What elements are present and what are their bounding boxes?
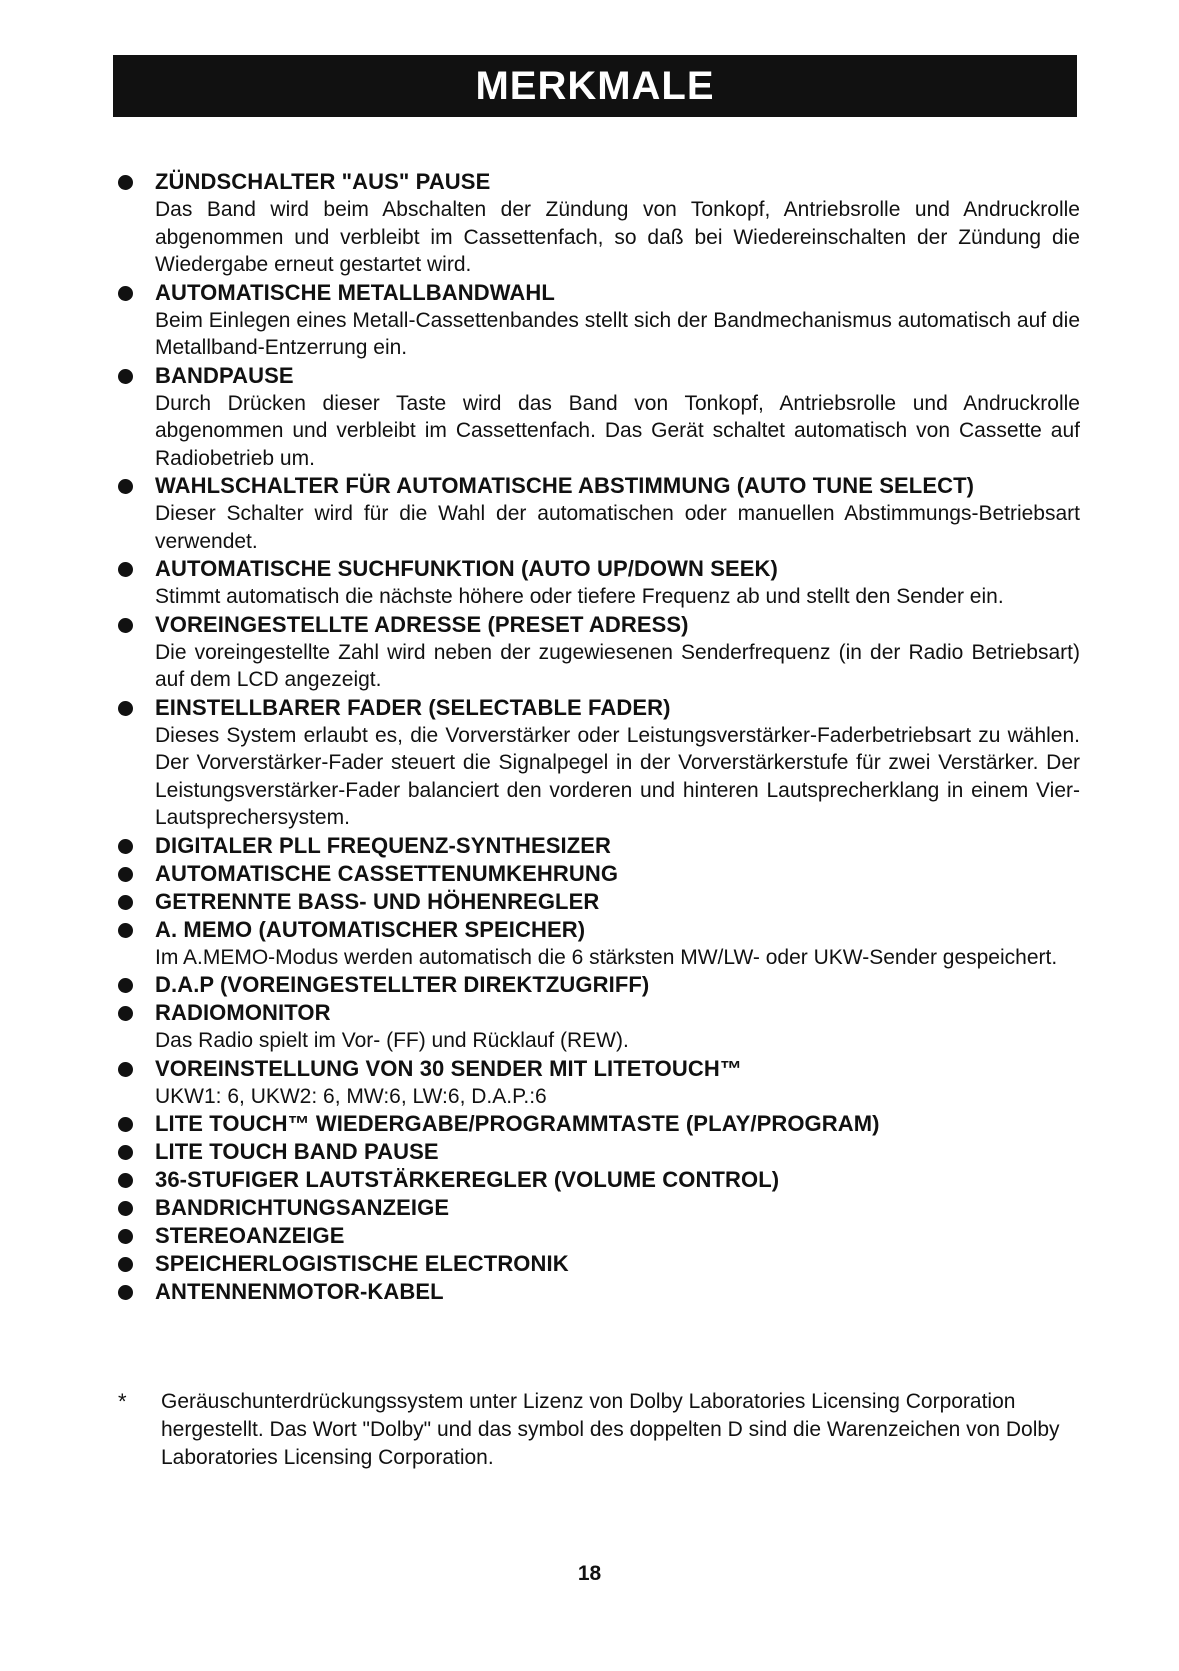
feature-item — [118, 1222, 1080, 1250]
feature-title: AUTOMATISCHE METALLBANDWAHL — [155, 279, 555, 305]
feature-description: Dieses System erlaubt es, die Vorverstärker oder Leistungsverstärker-Faderbetriebsart zu wählen. Der Vorverstärker-Fader steuert die Signalpegel in der Vorverstärkerstufe für zwei Verstärker. Der Leistungsverstärker-Fader balanciert den vorderen und hinteren Lautsprecherklang in einem Vier-Lautsprechersystem. — [155, 723, 1080, 829]
bullet-icon — [118, 1145, 133, 1160]
page-title: MERKMALE — [475, 63, 715, 108]
bullet-icon — [118, 1201, 133, 1216]
feature-item — [118, 860, 1080, 888]
feature-item — [118, 694, 1080, 832]
feature-item — [118, 832, 1080, 860]
feature-title: 36-STUFIGER LAUTSTÄRKEREGLER (VOLUME CONTROL) — [155, 1167, 780, 1192]
feature-item — [118, 1250, 1080, 1278]
bullet-icon — [118, 1006, 133, 1021]
feature-title: EINSTELLBARER FADER (SELECTABLE FADER) — [155, 694, 671, 720]
feature-title: AUTOMATISCHE CASSETTENUMKEHRUNG — [155, 860, 619, 886]
footnote-asterisk: * — [118, 1389, 127, 1414]
feature-description: UKW1: 6, UKW2: 6, MW:6, LW:6, D.A.P.:6 — [155, 1084, 547, 1108]
feature-description: Im A.MEMO-Modus werden automatisch die 6 stärksten MW/LW- oder UKW-Sender gespeichert. — [155, 945, 1058, 969]
bullet-icon — [118, 867, 133, 882]
bullet-icon — [118, 1229, 133, 1244]
dolby-footnote — [118, 1388, 1080, 1472]
feature-title: SPEICHERLOGISTISCHE ELECTRONIK — [155, 1251, 569, 1276]
feature-item — [118, 999, 1080, 1055]
feature-description: Die voreingestellte Zahl wird neben der zugewiesenen Senderfrequenz (in der Radio Betriebsart) auf dem LCD angezeigt. — [155, 640, 1080, 691]
feature-title: AUTOMATISCHE SUCHFUNKTION (AUTO UP/DOWN SEEK) — [155, 556, 778, 581]
feature-title: ZÜNDSCHALTER "AUS" PAUSE — [155, 169, 491, 194]
feature-item — [118, 888, 1080, 916]
feature-title: LITE TOUCH BAND PAUSE — [155, 1139, 439, 1164]
bullet-icon — [118, 978, 133, 993]
bullet-icon — [118, 701, 133, 716]
bullet-icon — [118, 286, 133, 301]
bullet-icon — [118, 1117, 133, 1132]
bullet-icon — [118, 1285, 133, 1300]
bullet-icon — [118, 479, 133, 494]
feature-description: Stimmt automatisch die nächste höhere oder tiefere Frequenz ab und stellt den Sender ein. — [155, 585, 1004, 608]
feature-item — [118, 1278, 1080, 1306]
feature-description: Beim Einlegen eines Metall-Cassettenbandes stellt sich der Bandmechanismus automatisch auf die Metallband-Entzerrung ein. — [155, 308, 1080, 359]
bullet-icon — [118, 1257, 133, 1272]
feature-item — [118, 1166, 1080, 1194]
feature-title: BANDPAUSE — [155, 362, 294, 388]
feature-item — [118, 168, 1080, 279]
feature-title: ANTENNENMOTOR-KABEL — [155, 1279, 444, 1304]
feature-description: Dieser Schalter wird für die Wahl der automatischen oder manuellen Abstimmungs-Betriebsart verwendet. — [155, 502, 1080, 553]
footnote-text: Geräuschunterdrückungssystem unter Lizenz von Dolby Laboratories Licensing Corporation hergestellt. Das Wort "Dolby" und das symbol des doppelten D sind die Warenzeichen von Dolby Laboratories Licensing Corporation. — [161, 1390, 1060, 1469]
feature-item — [118, 1110, 1080, 1138]
feature-title: STEREOANZEIGE — [155, 1223, 345, 1248]
bullet-icon — [118, 1173, 133, 1188]
feature-title: A. MEMO (AUTOMATISCHER SPEICHER) — [155, 916, 586, 942]
feature-description: Durch Drücken dieser Taste wird das Band von Tonkopf, Antriebsrolle und Andruckrolle abgenommen und verbleibt im Cassettenfach. Das Gerät schaltet automatisch von Cassette auf Radiobetrieb um. — [155, 391, 1080, 470]
feature-title: GETRENNTE BASS- UND HÖHENREGLER — [155, 888, 600, 914]
feature-title: LITE TOUCH™ WIEDERGABE/PROGRAMMTASTE (PLAY/PROGRAM) — [155, 1111, 880, 1136]
bullet-icon — [118, 175, 133, 190]
feature-description: Das Band wird beim Abschalten der Zündung von Tonkopf, Antriebsrolle und Andruckrolle abgenommen und verbleibt im Cassettenfach, so daß bei Wiedereinschalten der Zündung die Wiedergabe erneut gestartet wird. — [155, 198, 1080, 276]
bullet-icon — [118, 562, 133, 577]
feature-list — [118, 168, 1080, 1306]
feature-title: RADIOMONITOR — [155, 1000, 331, 1025]
feature-title: DIGITALER PLL FREQUENZ-SYNTHESIZER — [155, 832, 612, 858]
bullet-icon — [118, 895, 133, 910]
feature-item — [118, 1194, 1080, 1222]
feature-item — [118, 472, 1080, 555]
page-title-bar — [113, 55, 1077, 117]
feature-item — [118, 916, 1080, 972]
bullet-icon — [118, 839, 133, 854]
feature-item — [118, 971, 1080, 999]
page-number: 18 — [577, 1562, 602, 1585]
feature-item — [118, 555, 1080, 611]
feature-title: VOREINGESTELLTE ADRESSE (PRESET ADRESS) — [155, 611, 689, 637]
feature-title: BANDRICHTUNGSANZEIGE — [155, 1195, 450, 1220]
feature-title: D.A.P (VOREINGESTELLTER DIREKTZUGRIFF) — [155, 972, 650, 997]
feature-item — [118, 611, 1080, 694]
bullet-icon — [118, 1062, 133, 1077]
feature-description: Das Radio spielt im Vor- (FF) und Rücklauf (REW). — [155, 1029, 629, 1052]
bullet-icon — [118, 369, 133, 384]
feature-title: VOREINSTELLUNG VON 30 SENDER MIT LITETOUCH™ — [155, 1055, 742, 1081]
feature-item — [118, 279, 1080, 362]
bullet-icon — [118, 618, 133, 633]
feature-item — [118, 1055, 1080, 1111]
feature-title: WAHLSCHALTER FÜR AUTOMATISCHE ABSTIMMUNG (AUTO TUNE SELECT) — [155, 473, 975, 498]
bullet-icon — [118, 923, 133, 938]
feature-item — [118, 362, 1080, 473]
feature-item — [118, 1138, 1080, 1166]
